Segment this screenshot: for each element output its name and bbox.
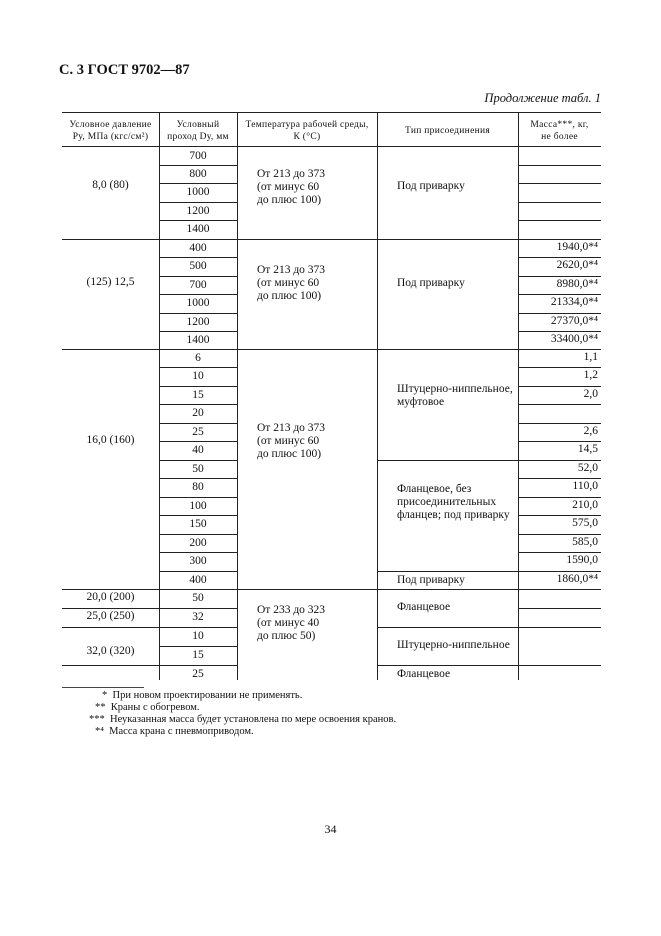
- mass-row-rule: [518, 165, 601, 166]
- diameter-cell: 1200: [186, 205, 210, 217]
- mass-cell: 2620,0*⁴: [556, 259, 598, 271]
- mass-row-rule: [518, 608, 601, 609]
- connection-rule: [377, 460, 518, 461]
- mass-row-rule: [518, 552, 601, 553]
- pressure-cell: 16,0 (160): [86, 434, 135, 446]
- dn-row-rule: [159, 294, 237, 295]
- temperature-cell: (от минус 40: [257, 617, 320, 629]
- temperature-cell: до плюс 100): [257, 290, 322, 302]
- mass-row-rule: [518, 515, 601, 516]
- diameter-cell: 200: [189, 537, 207, 549]
- diameter-cell: 40: [192, 444, 204, 456]
- header-pressure: Условное давление: [69, 120, 152, 130]
- page-number: 34: [324, 822, 337, 836]
- diameter-cell: 15: [192, 389, 204, 401]
- diameter-cell: 1400: [186, 334, 210, 346]
- diameter-cell: 800: [189, 168, 207, 180]
- connection-cell: Под приварку: [397, 180, 465, 192]
- mass-row-rule: [518, 441, 601, 442]
- dn-row-rule: [159, 497, 237, 498]
- group-rule: [62, 349, 601, 350]
- temperature-cell: (от минус 60: [257, 277, 320, 289]
- mass-cell: 14,5: [577, 443, 598, 455]
- pressure-cell: 32,0 (320): [86, 645, 135, 657]
- diameter-cell: 100: [189, 500, 207, 512]
- header-mass: не более: [541, 132, 578, 142]
- temperature-cell: От 213 до 373: [257, 264, 326, 276]
- header-bottom-rule: [62, 146, 601, 147]
- pressure-cell: (125) 12,5: [86, 276, 135, 288]
- dn-row-rule: [159, 313, 237, 314]
- header-connection: Тип присоединения: [404, 126, 491, 136]
- header-mass: Масса***, кг,: [530, 120, 589, 130]
- pressure-row-rule: [62, 627, 159, 628]
- mass-row-rule: [518, 497, 601, 498]
- column-rule: [377, 112, 378, 680]
- mass-row-rule: [518, 627, 601, 628]
- header-diameter: проход Dу, мм: [167, 132, 229, 142]
- dn-row-rule: [159, 441, 237, 442]
- dn-row-rule: [159, 367, 237, 368]
- header-diameter: Условный: [176, 120, 220, 130]
- temperature-cell: От 233 до 323: [257, 604, 326, 616]
- connection-cell: Фланцевое: [397, 668, 451, 680]
- mass-row-rule: [518, 220, 601, 221]
- dn-row-rule: [159, 534, 237, 535]
- connection-rule: [377, 627, 518, 628]
- dn-row-rule: [159, 183, 237, 184]
- diameter-cell: 400: [189, 574, 207, 586]
- pressure-row-rule: [62, 608, 159, 609]
- mass-cell: 52,0: [577, 462, 598, 474]
- temperature-cell: до плюс 100): [257, 194, 322, 206]
- mass-row-rule: [518, 571, 601, 572]
- group-rule: [62, 239, 601, 240]
- diameter-cell: 6: [195, 352, 201, 364]
- mass-row-rule: [518, 460, 601, 461]
- diameter-cell: 10: [192, 370, 204, 382]
- diameter-cell: 1400: [186, 223, 210, 235]
- dn-row-rule: [159, 515, 237, 516]
- mass-cell: 1,2: [583, 369, 598, 381]
- dn-row-rule: [159, 608, 237, 609]
- diameter-cell: 10: [192, 630, 204, 642]
- connection-cell: Под приварку: [397, 574, 465, 586]
- footnote-4: *⁴ Масса крана с пневмоприводом.: [95, 726, 254, 737]
- footnote-1: * При новом проектировании не применять.: [102, 690, 303, 701]
- connection-cell: присоединительных: [397, 496, 497, 508]
- pressure-row-rule: [62, 665, 159, 666]
- dn-row-rule: [159, 627, 237, 628]
- mass-row-rule: [518, 202, 601, 203]
- mass-row-rule: [518, 404, 601, 405]
- dn-row-rule: [159, 646, 237, 647]
- diameter-cell: 32: [192, 611, 204, 623]
- mass-row-rule: [518, 423, 601, 424]
- mass-row-rule: [518, 294, 601, 295]
- mass-cell: 585,0: [572, 536, 598, 548]
- connection-cell: Штуцерно-ниппельное,: [397, 383, 513, 395]
- dn-row-rule: [159, 571, 237, 572]
- connection-cell: Под приварку: [397, 277, 465, 289]
- diameter-cell: 25: [192, 426, 204, 438]
- connection-cell: Штуцерно-ниппельное: [397, 639, 510, 651]
- connection-cell: фланцев; под приварку: [397, 509, 510, 521]
- dn-row-rule: [159, 552, 237, 553]
- mass-cell: 1860,0*⁴: [556, 573, 598, 585]
- footnote-2: ** Краны с обогревом.: [95, 702, 200, 713]
- header-pressure: Pу, МПа (кгс/см²): [72, 132, 149, 142]
- diameter-cell: 50: [192, 463, 204, 475]
- mass-row-rule: [518, 478, 601, 479]
- dn-row-rule: [159, 404, 237, 405]
- diameter-cell: 1000: [186, 186, 210, 198]
- header-temperature: Температура рабочей среды,: [245, 120, 369, 130]
- temperature-cell: (от минус 60: [257, 435, 320, 447]
- pressure-cell: 20,0 (200): [86, 591, 135, 603]
- dn-row-rule: [159, 257, 237, 258]
- mass-cell: 2,0: [583, 388, 598, 400]
- document-header: С. 3 ГОСТ 9702—87: [59, 62, 190, 78]
- mass-cell: 27370,0*⁴: [550, 315, 598, 327]
- temperature-cell: до плюс 100): [257, 448, 322, 460]
- pressure-cell: 8,0 (80): [92, 179, 129, 191]
- table-top-rule: [62, 112, 601, 113]
- diameter-cell: 150: [189, 518, 207, 530]
- connection-cell: муфтовое: [397, 396, 445, 408]
- mass-cell: 1940,0*⁴: [556, 241, 598, 253]
- diameter-cell: 300: [189, 555, 207, 567]
- diameter-cell: 400: [189, 242, 207, 254]
- diameter-cell: 80: [192, 481, 204, 493]
- mass-cell: 575,0: [572, 517, 598, 529]
- mass-cell: 1590,0: [566, 554, 598, 566]
- table-continuation-label: Продолжение табл. 1: [484, 91, 601, 105]
- dn-row-rule: [159, 665, 237, 666]
- temperature-cell: От 213 до 373: [257, 168, 326, 180]
- mass-cell: 21334,0*⁴: [550, 296, 598, 308]
- mass-row-rule: [518, 386, 601, 387]
- diameter-cell: 15: [192, 649, 204, 661]
- mass-cell: 1,1: [583, 351, 598, 363]
- dn-row-rule: [159, 423, 237, 424]
- diameter-cell: 1000: [186, 297, 210, 309]
- connection-rule: [377, 571, 518, 572]
- diameter-cell: 20: [192, 407, 204, 419]
- mass-row-rule: [518, 276, 601, 277]
- mass-cell: 210,0: [572, 499, 598, 511]
- diameter-cell: 1200: [186, 316, 210, 328]
- connection-cell: Фланцевое: [397, 601, 451, 613]
- footnote-3: *** Неуказанная масса будет установлена по мере освоения кранов.: [89, 714, 397, 725]
- dn-row-rule: [159, 331, 237, 332]
- dn-row-rule: [159, 460, 237, 461]
- connection-rule: [377, 665, 518, 666]
- diameter-cell: 25: [192, 668, 204, 680]
- mass-cell: 33400,0*⁴: [550, 333, 598, 345]
- mass-cell: 2,6: [583, 425, 598, 437]
- mass-row-rule: [518, 534, 601, 535]
- mass-row-rule: [518, 331, 601, 332]
- dn-row-rule: [159, 220, 237, 221]
- temperature-cell: до плюс 50): [257, 630, 316, 642]
- dn-row-rule: [159, 386, 237, 387]
- temperature-cell: (от минус 60: [257, 181, 320, 193]
- mass-cell: 110,0: [572, 480, 598, 492]
- mass-row-rule: [518, 367, 601, 368]
- mass-cell: 8980,0*⁴: [556, 278, 598, 290]
- diameter-cell: 700: [189, 279, 207, 291]
- pressure-cell: 25,0 (250): [86, 610, 135, 622]
- diameter-cell: 700: [189, 150, 207, 162]
- mass-row-rule: [518, 257, 601, 258]
- dn-row-rule: [159, 165, 237, 166]
- mass-row-rule: [518, 665, 601, 666]
- dn-row-rule: [159, 478, 237, 479]
- mass-row-rule: [518, 313, 601, 314]
- temperature-cell: От 213 до 373: [257, 422, 326, 434]
- group-rule: [62, 589, 601, 590]
- diameter-cell: 50: [192, 592, 204, 604]
- diameter-cell: 500: [189, 260, 207, 272]
- header-temperature: К (°С): [293, 132, 321, 142]
- connection-cell: Фланцевое, без: [397, 483, 472, 495]
- dn-row-rule: [159, 276, 237, 277]
- dn-row-rule: [159, 202, 237, 203]
- mass-row-rule: [518, 183, 601, 184]
- column-rule: [237, 112, 238, 680]
